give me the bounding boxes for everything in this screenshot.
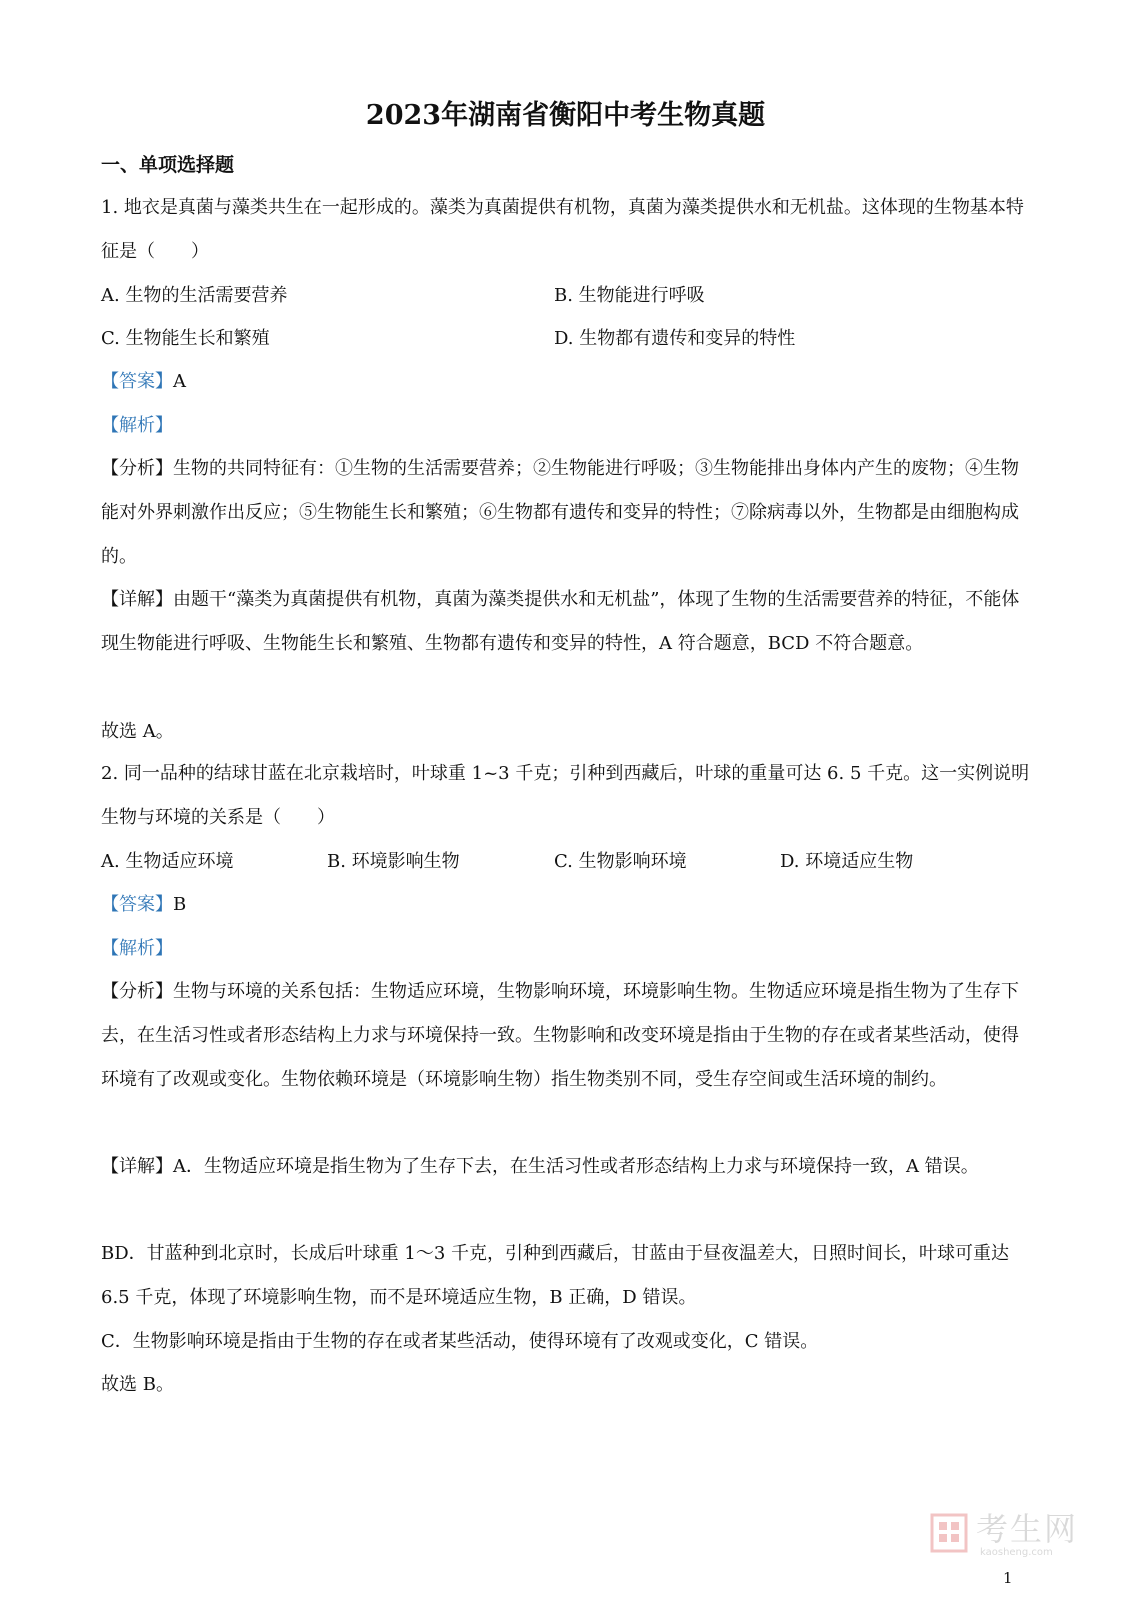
q2-option-b: B. 环境影响生物 — [327, 851, 460, 872]
section-heading: 一、单项选择题 — [101, 154, 235, 176]
answer-value: B — [173, 894, 187, 915]
q2-c: C．生物影响环境是指由于生物的存在或者某些活动，使得环境有了改观或变化，C 错误。 — [101, 1331, 819, 1352]
q1-option-d: D. 生物都有遗传和变异的特性 — [554, 328, 796, 349]
watermark-logo — [930, 1509, 1090, 1559]
watermark-text: 考生网 — [976, 1510, 1079, 1548]
q2-option-a: A. 生物适应环境 — [101, 851, 234, 872]
q2-analysis-header: 【解析】 — [101, 938, 173, 959]
answer-tag: 【答案】 — [101, 894, 173, 915]
page-number: 1 — [1003, 1569, 1013, 1587]
q2-option-c: C. 生物影响环境 — [554, 851, 687, 872]
q2-conclusion: 故选 B。 — [101, 1374, 174, 1395]
q1-conclusion: 故选 A。 — [101, 721, 174, 742]
q2-bd: BD．甘蓝种到北京时，长成后叶球重 1～3 千克，引种到西藏后，甘蓝由于昼夜温差大，日照时间长，叶球可重达 6.5 千克，体现了环境影响生物，而不是环境适应生物，B 正确，D 错误。 — [101, 1243, 1010, 1308]
q2-stem: 2. 同一品种的结球甘蓝在北京栽培时，叶球重 1~3 千克；引种到西藏后，叶球的重量可达 6. 5 千克。这一实例说明生物与环境的关系是（ ） — [101, 763, 1030, 828]
xiangjie-tag: 【详解】 — [101, 589, 173, 610]
answer-tag: 【答案】 — [101, 371, 173, 392]
q2-option-d: D. 环境适应生物 — [780, 851, 914, 872]
q2-fenxi — [101, 970, 1031, 1102]
xiangjie-text: 由题干“藻类为真菌提供有机物，真菌为藻类提供水和无机盐”，体现了生物的生活需要营养的特征，不能体现生物能进行呼吸、生物能生长和繁殖、生物都有遗传和变异的特性，A 符合题意，BCD 不符合题意。 — [101, 589, 1020, 654]
fenxi-tag: 【分析】 — [101, 458, 173, 479]
q1-xiangjie — [101, 578, 1031, 666]
fenxi-text: 生物与环境的关系包括：生物适应环境，生物影响环境，环境影响生物。生物适应环境是指生物为了生存下去，在生活习性或者形态结构上力求与环境保持一致。生物影响和改变环境是指由于生物的存在或者某些活动，使得环境有了改观或变化。生物依赖环境是（环境影响生物）指生物类别不同，受生存空间或生活环境的制约。 — [101, 981, 1019, 1090]
q2-xiangjie — [101, 1145, 1031, 1189]
watermark-icon — [930, 1513, 968, 1553]
answer-value: A — [173, 371, 186, 392]
q1-option-c: C. 生物能生长和繁殖 — [101, 328, 270, 349]
xiangjie-text: A．生物适应环境是指生物为了生存下去，在生活习性或者形态结构上力求与环境保持一致，A 错误。 — [173, 1156, 979, 1177]
q2-answer — [101, 890, 186, 920]
q1-option-b: B. 生物能进行呼吸 — [554, 285, 705, 306]
watermark-subtext: kaosheng.com — [980, 1547, 1053, 1558]
fenxi-tag: 【分析】 — [101, 981, 173, 1002]
q1-option-a: A. 生物的生活需要营养 — [101, 285, 288, 306]
q1-stem: 1. 地衣是真菌与藻类共生在一起形成的。藻类为真菌提供有机物，真菌为藻类提供水和无机盐。这体现的生物基本特征是（ ） — [101, 197, 1024, 262]
fenxi-text: 生物的共同特征有：①生物的生活需要营养；②生物能进行呼吸；③生物能排出身体内产生的废物；④生物能对外界刺激作出反应；⑤生物能生长和繁殖；⑥生物都有遗传和变异的特性；⑦除病毒以外，生物都是由细胞构成的。 — [101, 458, 1019, 567]
q1-fenxi — [101, 447, 1031, 579]
xiangjie-tag: 【详解】 — [101, 1156, 173, 1177]
q1-analysis-header: 【解析】 — [101, 415, 173, 436]
q1-answer — [101, 367, 186, 397]
page-title: 2023年湖南省衡阳中考生物真题 — [365, 100, 766, 131]
